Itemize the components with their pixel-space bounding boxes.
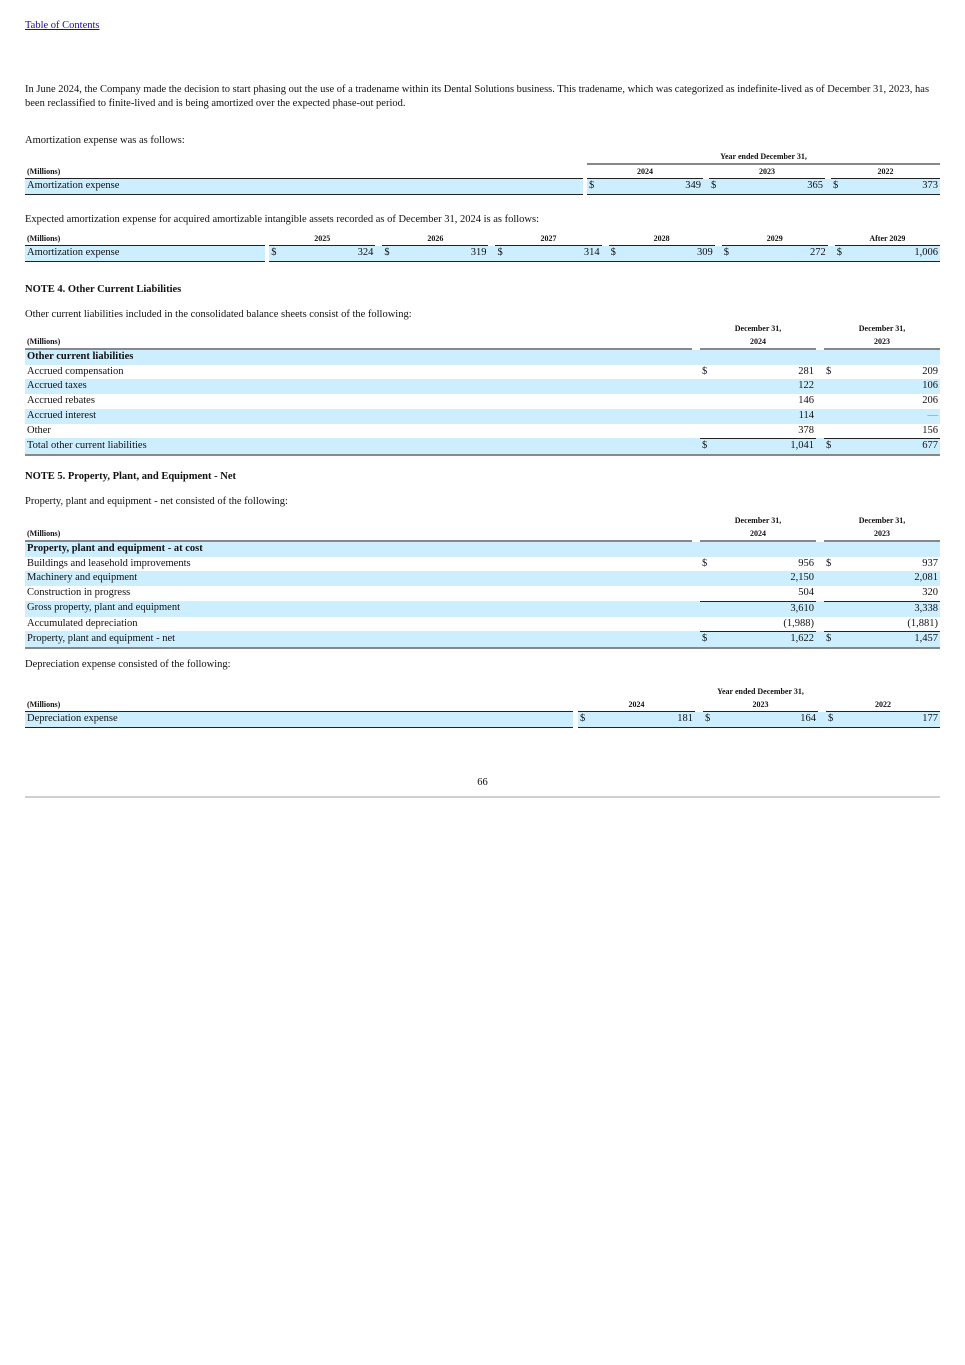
table-row: Amortization expense $ 349 $ 365 $ 373 [25, 179, 940, 195]
table-row: Accrued interest 114 — [25, 409, 940, 424]
expected-amortization-intro: Expected amortization expense for acquired amortizable intangible assets recorded as of December 31, 2024 is as follows: [25, 214, 540, 225]
depreciation-table: Year ended December 31, (Millions) 2024 2023 2022 Depreciation expense $ 181 $ 164 $ 177 [25, 685, 940, 728]
year-header: 2022 [831, 165, 940, 179]
table-row: Accrued taxes 122 106 [25, 379, 940, 394]
period-header: Year ended December 31, [587, 150, 940, 165]
row-label: Depreciation expense [25, 712, 573, 728]
ppe-table: December 31, December 31, (Millions) 2024 2023 Property, plant and equipment - at cost Buildings and leasehold improvements $ 956 $ 937 Machinery and equipment 2,150 2,081 Construction in progress 504 320 Gross property, plant and equipment 3,610 3,338 Accumulated depreciation (1,988) (1,881) Property, plant and equipment - net $ 1,622 $ 1,457 [25, 514, 940, 649]
note5-intro: Property, plant and equipment - net consisted of the following: [25, 496, 288, 507]
other-current-liabilities-table: December 31, December 31, (Millions) 2024 2023 Other current liabilities Accrued compensation $ 281 $ 209 Accrued taxes 122 106 Accrued rebates 146 206 Accrued interest 114 — Other 378 156 Total other current liabilities $ 1,041 $ 677 [25, 322, 940, 456]
section-label: Other current liabilities [25, 350, 692, 365]
net-row: Property, plant and equipment - net $ 1,622 $ 1,457 [25, 631, 940, 649]
amortization-intro: Amortization expense was as follows: [25, 135, 185, 146]
accumulated-depreciation-row: Accumulated depreciation (1,988) (1,881) [27, 617, 938, 629]
note4-intro: Other current liabilities included in the consolidated balance sheets consist of the following: [25, 309, 412, 320]
table-row: Amortization expense $ 324 $ 319 $ 314 $ 309 $ 272 $ 1,006 [25, 246, 940, 262]
table-row: Other 378 156 [27, 424, 938, 436]
note4-title: NOTE 4. Other Current Liabilities [25, 284, 182, 295]
gross-row: Gross property, plant and equipment 3,610 3,338 [25, 601, 940, 617]
row-label: Amortization expense [25, 179, 583, 195]
value-2024: 349 [605, 179, 703, 195]
page-number: 66 [477, 777, 488, 788]
table-row: Accrued compensation $ 281 $ 209 [27, 365, 938, 377]
table-row: Depreciation expense $ 181 $ 164 $ 177 [25, 712, 940, 728]
note5-title: NOTE 5. Property, Plant, and Equipment - Net [25, 471, 236, 482]
row-label: Amortization expense [25, 246, 265, 262]
units-label: (Millions) [25, 527, 692, 542]
period-header: Year ended December 31, [717, 687, 804, 696]
section-header-row [25, 542, 940, 557]
year-header: 2024 [587, 165, 703, 179]
table-row: Buildings and leasehold improvements $ 956 $ 937 [27, 557, 938, 569]
page-divider [25, 796, 940, 798]
section-label: Property, plant and equipment - at cost [25, 542, 692, 557]
year-header: 2023 [709, 165, 825, 179]
value-2023: 365 [727, 179, 825, 195]
units-label: (Millions) [25, 232, 265, 246]
table-row: Accrued rebates 146 206 [27, 395, 938, 407]
units-label: (Millions) [25, 335, 692, 350]
amortization-table [25, 150, 940, 195]
units-label: (Millions) [25, 165, 583, 179]
depreciation-intro: Depreciation expense consisted of the following: [25, 659, 231, 670]
intro-paragraph: In June 2024, the Company made the decision to start phasing out the use of a tradename within its Dental Solutions business. This tradename, which was categorized as indefinite-lived as of December 31, 2023, has been reclassified to finite-lived and is being amortized over the expected phase-out period. [25, 84, 930, 109]
total-row: Total other current liabilities $ 1,041 $ 677 [25, 438, 940, 456]
value-2022: 373 [849, 179, 940, 195]
table-row: Construction in progress 504 320 [27, 587, 938, 599]
section-header-row [25, 350, 940, 365]
units-label: (Millions) [25, 698, 573, 712]
expected-amortization-table: (Millions) 2025 2026 2027 2028 2029 After 2029 Amortization expense $ 324 $ 319 $ 314 $ 309 $ 272 $ 1,006 [25, 232, 940, 262]
table-row: Machinery and equipment 2,150 2,081 [25, 571, 940, 586]
table-of-contents-link[interactable]: Table of Contents [25, 20, 100, 31]
